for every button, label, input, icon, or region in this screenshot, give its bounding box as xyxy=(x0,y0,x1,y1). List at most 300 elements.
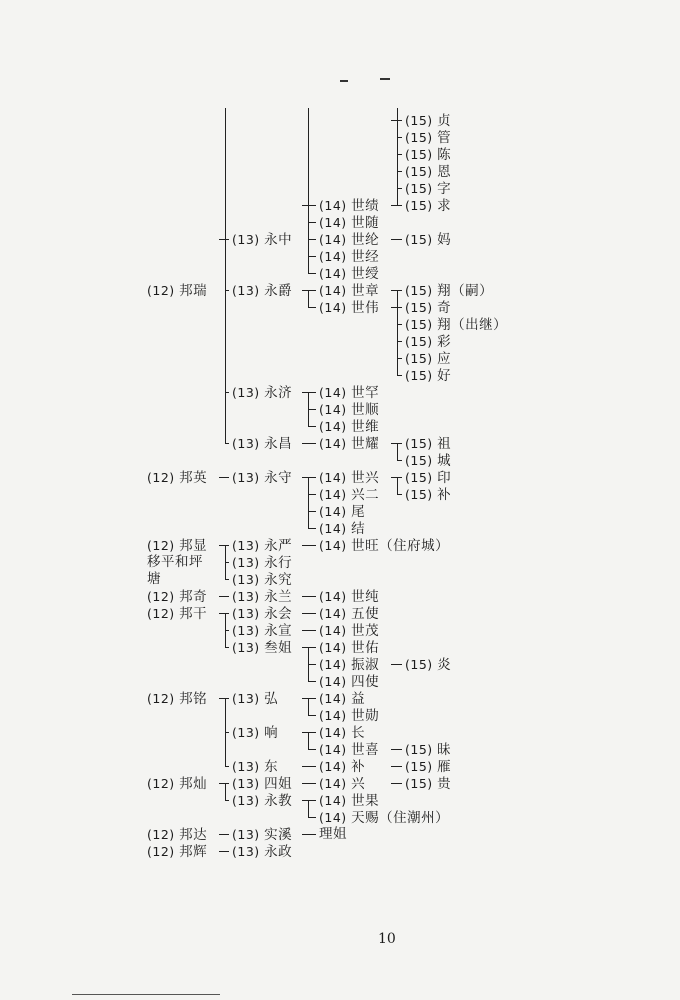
person-g12 xyxy=(147,605,207,623)
connector-line xyxy=(302,613,316,614)
person-g14 xyxy=(319,605,379,623)
generation-number: (14) xyxy=(319,266,352,281)
generation-number: (15) xyxy=(405,334,438,349)
generation-number: (14) xyxy=(319,708,352,723)
connector-line xyxy=(391,664,402,665)
person-g15 xyxy=(405,197,451,215)
connector-line xyxy=(308,664,316,665)
generation-number: (14) xyxy=(319,198,352,213)
person-name: 永严 xyxy=(264,538,293,554)
connector-line xyxy=(308,528,316,529)
connector-line xyxy=(225,392,229,393)
person-g14 xyxy=(319,214,379,232)
person-name: 邦英 xyxy=(179,470,208,486)
person-name: 好 xyxy=(437,368,452,384)
connector-line xyxy=(308,698,316,699)
person-g13 xyxy=(232,435,292,453)
person-g13 xyxy=(232,758,278,776)
person-name: 世勋 xyxy=(351,708,380,724)
generation-number: (13) xyxy=(232,385,265,400)
person-name: 世耀 xyxy=(351,436,380,452)
generation-number: (12) xyxy=(147,589,180,604)
person-name: 雁 xyxy=(437,759,452,775)
connector-line xyxy=(219,477,229,478)
person-g14 xyxy=(319,401,379,419)
connector-line xyxy=(308,256,316,257)
generation-number: (15) xyxy=(405,657,438,672)
person-name: 管 xyxy=(437,130,452,146)
connector-line xyxy=(308,715,316,716)
generation-number: (12) xyxy=(147,606,180,621)
connector-line xyxy=(225,630,229,631)
generation-number: (15) xyxy=(405,351,438,366)
person-g13 xyxy=(232,826,292,844)
person-name: 永爵 xyxy=(264,283,293,299)
person-g12 xyxy=(147,588,207,606)
generation-number: (14) xyxy=(319,640,352,655)
generation-number: (13) xyxy=(232,283,265,298)
person-g15 xyxy=(405,656,451,674)
person-g15 xyxy=(405,146,451,164)
connector-line xyxy=(308,511,316,512)
generation-number: (15) xyxy=(405,317,438,332)
generation-number: (14) xyxy=(319,538,352,553)
person-name: 世纯 xyxy=(351,589,380,605)
connector-line xyxy=(308,273,316,274)
generation-number: (15) xyxy=(405,742,438,757)
connector-line xyxy=(302,596,316,597)
connector-line xyxy=(225,108,226,240)
person-name: 世佑 xyxy=(351,640,380,656)
generation-number: (15) xyxy=(405,487,438,502)
connector-line xyxy=(225,239,226,444)
person-name: 响 xyxy=(264,725,279,741)
person-g12 xyxy=(147,537,207,555)
generation-number: (14) xyxy=(319,657,352,672)
person-g13 xyxy=(232,639,292,657)
person-name: 世喜 xyxy=(351,742,380,758)
generation-number: (15) xyxy=(405,368,438,383)
connector-line xyxy=(302,766,316,767)
connector-line xyxy=(225,800,229,801)
generation-number: (14) xyxy=(319,606,352,621)
generation-number: (14) xyxy=(319,691,352,706)
person-g13 xyxy=(232,588,292,606)
generation-number: (14) xyxy=(319,623,352,638)
generation-number: (15) xyxy=(405,759,438,774)
residence-note: 移平和坪 xyxy=(147,554,203,570)
person-name: 邦显 xyxy=(179,538,208,554)
person-g13 xyxy=(232,843,292,861)
connector-line xyxy=(308,732,309,750)
person-g12 xyxy=(147,775,207,793)
person-name: 印 xyxy=(437,470,452,486)
person-g15 xyxy=(405,350,451,368)
generation-number: (14) xyxy=(319,436,352,451)
connector-line xyxy=(391,783,402,784)
person-name: 理姐 xyxy=(319,826,347,842)
connector-line xyxy=(308,698,309,716)
person-g14 xyxy=(319,384,379,402)
generation-number: (15) xyxy=(405,147,438,162)
connector-line xyxy=(397,108,398,206)
person-name: 五使 xyxy=(351,606,380,622)
generation-number: (15) xyxy=(405,300,438,315)
generation-number: (14) xyxy=(319,521,352,536)
person-name: 邦铭 xyxy=(179,691,208,707)
generation-number: (13) xyxy=(232,572,265,587)
person-name: 四使 xyxy=(351,674,380,690)
person-g14 xyxy=(319,520,365,538)
person-name: 振淑 xyxy=(351,657,380,673)
person-name: 永宣 xyxy=(264,623,293,639)
person-name: 应 xyxy=(437,351,452,367)
connector-line xyxy=(308,800,316,801)
generation-number: (14) xyxy=(319,283,352,298)
connector-line xyxy=(308,426,316,427)
person-name: 世章 xyxy=(351,283,380,299)
person-g15 xyxy=(405,282,493,300)
person-name: 世伟 xyxy=(351,300,380,316)
connector-line xyxy=(308,392,316,393)
generation-number: (14) xyxy=(319,215,352,230)
person-g14 xyxy=(319,724,365,742)
person-g15 xyxy=(405,469,451,487)
generation-number: (15) xyxy=(405,470,438,485)
person-name: 邦达 xyxy=(179,827,208,843)
person-name: 世茂 xyxy=(351,623,380,639)
connector-line xyxy=(308,647,316,648)
person-g14 xyxy=(319,418,379,436)
person-g13 xyxy=(232,724,278,742)
connector-line xyxy=(397,477,398,495)
person-g14 xyxy=(319,707,379,725)
person-name: 永教 xyxy=(264,793,293,809)
person-name: 弘 xyxy=(264,691,279,707)
connector-line xyxy=(308,290,309,308)
generation-number: (15) xyxy=(405,776,438,791)
person-name: 永行 xyxy=(264,555,293,571)
generation-number: (15) xyxy=(405,232,438,247)
connector-line xyxy=(302,834,316,835)
person-g14 xyxy=(319,197,379,215)
connector-line xyxy=(308,817,316,818)
connector-line xyxy=(308,477,309,529)
person-name: 益 xyxy=(351,691,366,707)
connector-line xyxy=(397,324,402,325)
person-g14 xyxy=(319,503,365,521)
person-g14 xyxy=(319,469,379,487)
connector-line xyxy=(308,108,309,206)
connector-line xyxy=(302,443,316,444)
person-g15 xyxy=(405,775,451,793)
generation-number: (12) xyxy=(147,470,180,485)
scan-speck xyxy=(340,80,348,82)
person-name: 补 xyxy=(351,759,366,775)
person-g12 xyxy=(147,826,207,844)
connector-line xyxy=(308,409,316,410)
person-g12 xyxy=(147,690,207,708)
generation-number: (14) xyxy=(319,232,352,247)
connector-line xyxy=(391,749,402,750)
person-name: 世绶 xyxy=(351,266,380,282)
connector-line xyxy=(308,477,316,478)
connector-line xyxy=(391,290,402,291)
generation-number: (12) xyxy=(147,283,180,298)
generation-number: (14) xyxy=(319,249,352,264)
generation-number: (14) xyxy=(319,725,352,740)
generation-number: (14) xyxy=(319,776,352,791)
generation-number: (13) xyxy=(232,470,265,485)
person-g13 xyxy=(232,622,292,640)
person-g13 xyxy=(232,571,292,589)
generation-number: (13) xyxy=(232,555,265,570)
person-name: 尾 xyxy=(351,504,366,520)
person-g14 xyxy=(319,248,379,266)
person-g15 xyxy=(405,112,451,130)
person-g14 xyxy=(319,775,365,793)
generation-number: (14) xyxy=(319,470,352,485)
person-name: 世随 xyxy=(351,215,380,231)
connector-line xyxy=(391,239,402,240)
person-g14 xyxy=(319,622,379,640)
person-name: 永政 xyxy=(264,844,293,860)
person-name: 恩 xyxy=(437,164,452,180)
connector-line xyxy=(225,732,229,733)
person-name: 补 xyxy=(437,487,452,503)
connector-line xyxy=(225,290,229,291)
connector-line xyxy=(225,783,229,784)
person-name: 永济 xyxy=(264,385,293,401)
person-name: 邦瑞 xyxy=(179,283,208,299)
connector-line xyxy=(308,732,316,733)
person-g14 xyxy=(319,673,379,691)
generation-number: (14) xyxy=(319,419,352,434)
person-name: 实溪 xyxy=(264,827,293,843)
connector-line xyxy=(391,307,402,308)
generation-number: (14) xyxy=(319,504,352,519)
person-g14 xyxy=(319,758,365,776)
person-g14 xyxy=(319,435,379,453)
connector-line xyxy=(302,783,316,784)
person-name: 求 xyxy=(437,198,452,214)
connector-line xyxy=(225,545,229,546)
person-name: 世旺（住府城） xyxy=(351,538,450,554)
generation-number: (12) xyxy=(147,844,180,859)
page-number: 10 xyxy=(378,931,396,947)
person-name: 世罕 xyxy=(351,385,380,401)
connector-line xyxy=(308,290,316,291)
person-name: 邦奇 xyxy=(179,589,208,605)
generation-number: (13) xyxy=(232,538,265,553)
person-g12 xyxy=(147,282,207,300)
generation-number: (13) xyxy=(232,725,265,740)
generation-number: (14) xyxy=(319,742,352,757)
person-g15 xyxy=(405,452,451,470)
connector-line xyxy=(397,290,398,376)
person-g15 xyxy=(405,486,451,504)
generation-number: (15) xyxy=(405,198,438,213)
generation-number: (14) xyxy=(319,810,352,825)
generation-number: (15) xyxy=(405,283,438,298)
person-gx xyxy=(319,826,347,843)
generation-number: (15) xyxy=(405,181,438,196)
generation-number: (13) xyxy=(232,589,265,604)
generation-number: (14) xyxy=(319,759,352,774)
person-g14 xyxy=(319,809,449,827)
connector-line xyxy=(308,307,316,308)
scan-speck xyxy=(380,78,390,80)
connector-line xyxy=(397,375,402,376)
person-name: 兴 xyxy=(351,776,366,792)
person-g14 xyxy=(319,282,379,300)
person-g12 xyxy=(147,469,207,487)
generation-number: (13) xyxy=(232,691,265,706)
generation-number: (13) xyxy=(232,232,265,247)
generation-number: (12) xyxy=(147,691,180,706)
generation-number: (12) xyxy=(147,538,180,553)
person-name: 永兰 xyxy=(264,589,293,605)
person-name: 世纶 xyxy=(351,232,380,248)
generation-number: (14) xyxy=(319,674,352,689)
connector-line xyxy=(397,341,402,342)
connector-line xyxy=(308,222,316,223)
person-g15 xyxy=(405,333,451,351)
person-g12 xyxy=(147,843,207,861)
person-name: 永会 xyxy=(264,606,293,622)
person-name: 永守 xyxy=(264,470,293,486)
generation-number: (14) xyxy=(319,385,352,400)
connector-line xyxy=(308,494,316,495)
generation-number: (14) xyxy=(319,300,352,315)
person-name: 永中 xyxy=(264,232,293,248)
person-name: 彩 xyxy=(437,334,452,350)
person-name: 世兴 xyxy=(351,470,380,486)
generation-number: (13) xyxy=(232,776,265,791)
connector-line xyxy=(225,698,229,699)
person-g15 xyxy=(405,435,451,453)
person-name: 翔（出继） xyxy=(437,317,508,333)
person-name: 叁姐 xyxy=(264,640,293,656)
person-g14 xyxy=(319,299,379,317)
connector-line xyxy=(397,443,402,444)
person-g15 xyxy=(405,129,451,147)
connector-line xyxy=(302,630,316,631)
person-name: 奇 xyxy=(437,300,452,316)
person-g14 xyxy=(319,792,379,810)
connector-line xyxy=(308,681,316,682)
generation-number: (12) xyxy=(147,827,180,842)
person-g13 xyxy=(232,605,292,623)
person-name: 字 xyxy=(437,181,452,197)
person-g14 xyxy=(319,741,379,759)
person-name: 祖 xyxy=(437,436,452,452)
person-g14 xyxy=(319,588,379,606)
person-g15 xyxy=(405,758,451,776)
connector-line xyxy=(391,766,402,767)
generation-number: (13) xyxy=(232,793,265,808)
generation-number: (13) xyxy=(232,623,265,638)
connector-line xyxy=(397,477,402,478)
generation-number: (15) xyxy=(405,130,438,145)
generation-number: (14) xyxy=(319,487,352,502)
person-name: 翔（嗣） xyxy=(437,283,494,299)
person-g13 xyxy=(232,554,292,572)
person-name: 世顺 xyxy=(351,402,380,418)
person-g13 xyxy=(232,384,292,402)
person-name: 陈 xyxy=(437,147,452,163)
person-name: 世维 xyxy=(351,419,380,435)
person-g14 xyxy=(319,656,379,674)
connector-line xyxy=(302,545,316,546)
connector-line xyxy=(397,494,402,495)
person-name: 世果 xyxy=(351,793,380,809)
generation-number: (13) xyxy=(232,759,265,774)
residence-note: 塘 xyxy=(147,571,161,587)
connector-line xyxy=(219,834,229,835)
connector-line xyxy=(225,579,229,580)
person-g13 xyxy=(232,690,278,708)
person-name: 永昌 xyxy=(264,436,293,452)
person-g14 xyxy=(319,486,379,504)
person-g13 xyxy=(232,537,292,555)
person-g15 xyxy=(405,180,451,198)
generation-number: (15) xyxy=(405,436,438,451)
connector-line xyxy=(225,766,229,767)
person-name: 贞 xyxy=(437,113,452,129)
bottom-rule xyxy=(72,994,220,995)
person-name: 永究 xyxy=(264,572,293,588)
connector-line xyxy=(225,562,229,563)
connector-line xyxy=(225,443,229,444)
generation-number: (13) xyxy=(232,844,265,859)
person-g13 xyxy=(232,469,292,487)
generation-number: (14) xyxy=(319,402,352,417)
generation-number: (15) xyxy=(405,113,438,128)
connector-line xyxy=(308,749,316,750)
generation-number: (12) xyxy=(147,776,180,791)
connector-line xyxy=(225,613,229,614)
person-g13 xyxy=(232,282,292,300)
generation-number: (13) xyxy=(232,827,265,842)
connector-line xyxy=(397,460,402,461)
connector-line xyxy=(219,851,229,852)
generation-number: (13) xyxy=(232,640,265,655)
connector-line xyxy=(397,443,398,461)
person-g15 xyxy=(405,299,451,317)
person-name: 兴二 xyxy=(351,487,380,503)
person-g13 xyxy=(232,231,292,249)
person-g15 xyxy=(405,231,451,249)
person-name: 炎 xyxy=(437,657,452,673)
person-g13 xyxy=(232,792,292,810)
person-name: 城 xyxy=(437,453,452,469)
person-g15 xyxy=(405,316,507,334)
person-name: 邦灿 xyxy=(179,776,208,792)
generation-number: (13) xyxy=(232,606,265,621)
person-g14 xyxy=(319,265,379,283)
connector-line xyxy=(308,239,316,240)
person-name: 昧 xyxy=(437,742,452,758)
person-g14 xyxy=(319,690,365,708)
connector-line xyxy=(397,358,402,359)
person-g15 xyxy=(405,163,451,181)
connector-line xyxy=(219,596,229,597)
person-g13 xyxy=(232,775,292,793)
person-g14 xyxy=(319,537,449,555)
connector-line xyxy=(225,647,229,648)
connector-line xyxy=(225,783,226,801)
